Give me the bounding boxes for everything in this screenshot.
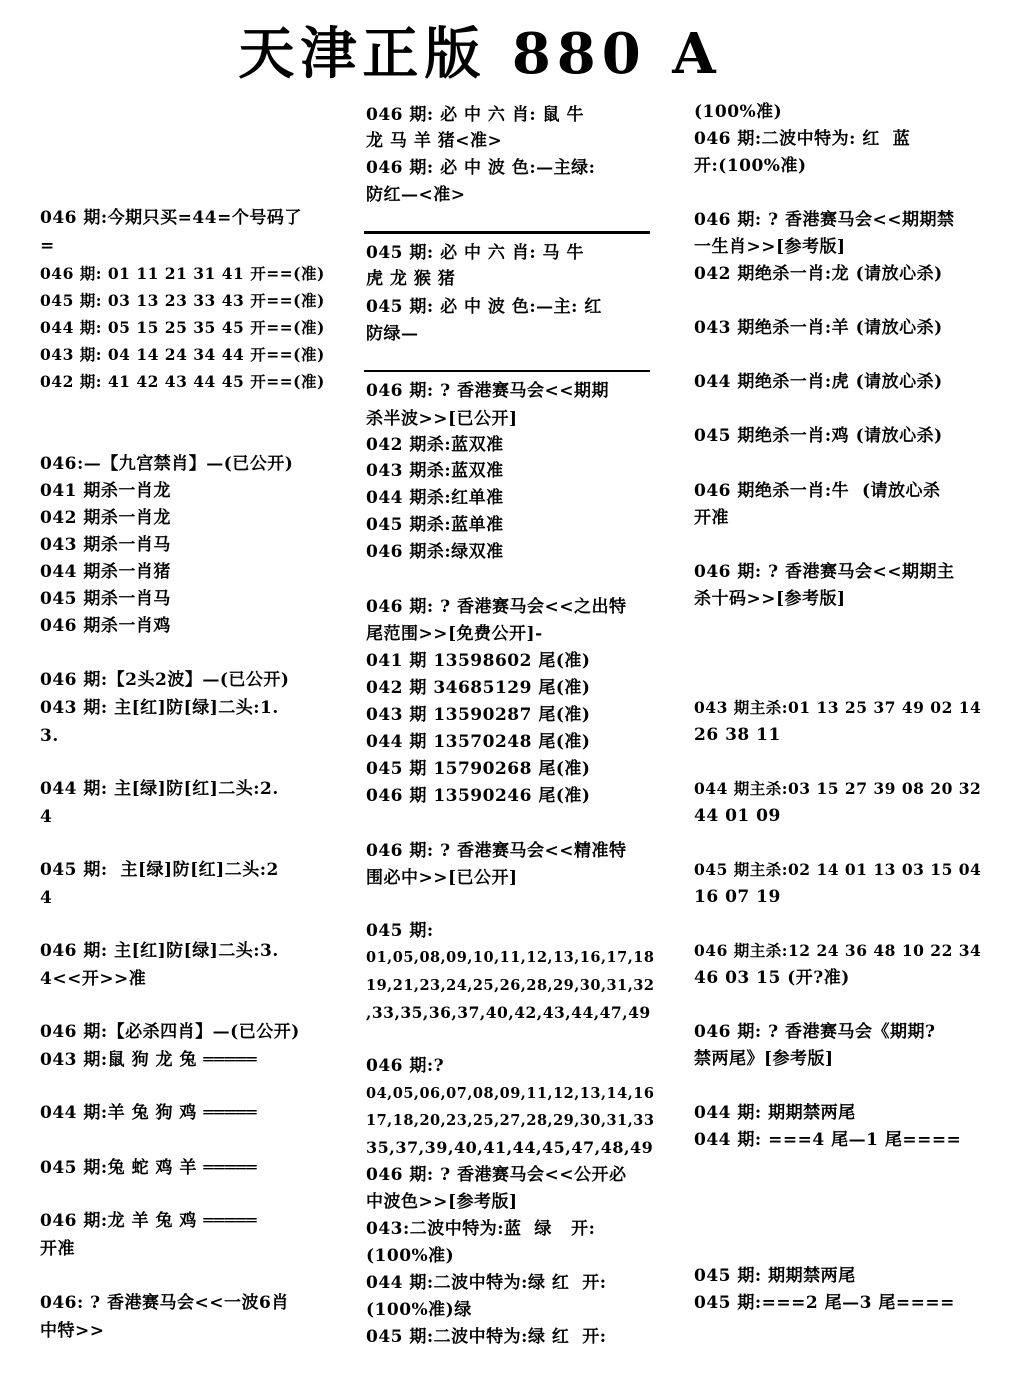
text-line: 26 38 11: [694, 725, 781, 745]
text-line: 045 期:: [366, 921, 434, 941]
text-line: 044 期:二波中特为:绿 红 开:: [366, 1273, 607, 1293]
text-line: 虎 龙 猴 猪: [366, 269, 456, 289]
text-line: 开准: [694, 508, 729, 528]
text-line: 045 期:兔 蛇 鸡 羊 ═════: [40, 1158, 258, 1178]
text-line: 042 期杀:蓝双准: [366, 435, 504, 455]
text-line: 041 期杀一肖龙: [40, 481, 171, 501]
text-line: 043 期主杀:01 13 25 37 49 02 14: [694, 698, 982, 717]
text-line: 044 期:羊 兔 狗 鸡 ═════: [40, 1103, 258, 1123]
text-line: =: [40, 236, 55, 256]
text-line: 046 期:二波中特为: 红 蓝: [694, 129, 911, 149]
text-line: 045 期:二波中特为:绿 红 开:: [366, 1327, 607, 1347]
text-line: 045 期: 主[绿]防[红]二头:2: [40, 860, 279, 880]
text-line: 044 期主杀:03 15 27 39 08 20 32: [694, 779, 982, 798]
text-line: 防红—<准>: [366, 185, 466, 205]
text-line: 044 期杀一肖猪: [40, 562, 171, 582]
text-line: 杀十码>>[参考版]: [694, 589, 846, 609]
text-line: 龙 马 羊 猪<准>: [366, 131, 503, 151]
text-line: 044 期绝杀一肖:虎 (请放心杀): [694, 372, 943, 392]
text-line: 042 期杀一肖龙: [40, 508, 171, 528]
text-line: 044 期: 主[绿]防[红]二头:2.: [40, 779, 279, 799]
text-line: (100%准): [366, 1246, 455, 1266]
text-line: (100%准)绿: [366, 1300, 472, 1320]
text-line: 19,21,23,24,25,26,28,29,30,31,32: [366, 977, 655, 994]
text-line: 17,18,20,23,25,27,28,29,30,31,33: [366, 1112, 655, 1129]
text-line: 46 03 15 (开?准): [694, 968, 850, 988]
text-line: (100%准): [694, 102, 783, 122]
text-line: 禁两尾》[参考版]: [694, 1049, 834, 1069]
text-line: 045 期杀一肖马: [40, 589, 171, 609]
text-line: 046 期: ? 香港赛马会<<精准特: [366, 841, 627, 861]
text-line: 01,05,08,09,10,11,12,13,16,17,18: [366, 949, 655, 966]
text-line: 043 期杀:蓝双准: [366, 461, 504, 481]
text-line: 35,37,39,40,41,44,45,47,48,49: [366, 1138, 654, 1157]
text-line: 4<<开>>准: [40, 969, 147, 989]
text-line: 中波色>>[参考版]: [366, 1192, 518, 1212]
text-line: 046 期主杀:12 24 36 48 10 22 34: [694, 941, 982, 960]
text-line: 044 期: ===4 尾—1 尾====: [694, 1130, 962, 1150]
text-line: 046 期: 必 中 六 肖: 鼠 牛: [366, 105, 584, 125]
text-line: 045 期: 必 中 波 色:—主: 红: [366, 297, 602, 317]
text-line: 中特>>: [40, 1321, 105, 1341]
text-line: ,33,35,36,37,40,42,43,44,47,49: [366, 1003, 651, 1022]
text-line: 046 期:今期只买=44=个号码了: [40, 208, 302, 228]
text-line: 046 期: ? 香港赛马会《期期?: [694, 1022, 936, 1042]
text-line: 046 期: ? 香港赛马会<<期期: [366, 381, 609, 401]
text-line: 045 期 15790268 尾(准): [366, 759, 591, 779]
text-line: 043 期绝杀一肖:羊 (请放心杀): [694, 318, 943, 338]
text-line: 041 期 13598602 尾(准): [366, 651, 591, 671]
text-line: 3.: [40, 726, 59, 746]
text-line: 046 期绝杀一肖:牛 (请放心杀: [694, 481, 941, 501]
divider: [364, 231, 650, 234]
text-line: 046 期: 主[红]防[绿]二头:3.: [40, 941, 279, 961]
text-line: 043:二波中特为:蓝 绿 开:: [366, 1219, 596, 1239]
text-line: 046 期: ? 香港赛马会<<公开必: [366, 1165, 627, 1185]
text-line: 045 期: 期期禁两尾: [694, 1266, 856, 1286]
text-line: 046 期 13590246 尾(准): [366, 786, 591, 806]
text-line: 046: ? 香港赛马会<<一波6肖: [40, 1293, 289, 1313]
text-line: 046 期杀:绿双准: [366, 542, 504, 562]
text-line: 防绿—: [366, 324, 419, 344]
text-line: 开:(100%准): [694, 156, 807, 176]
text-line: 046 期: 01 11 21 31 41 开==(准): [40, 264, 325, 283]
text-line: 046 期杀一肖鸡: [40, 616, 171, 636]
text-line: 一生肖>>[参考版]: [694, 237, 846, 257]
text-line: 046 期: ? 香港赛马会<<期期主: [694, 562, 955, 582]
text-line: 042 期绝杀一肖:龙 (请放心杀): [694, 264, 943, 284]
text-line: 046 期:龙 羊 兔 鸡 ═════: [40, 1211, 258, 1231]
divider: [364, 370, 650, 372]
text-line: 046 期:?: [366, 1056, 445, 1076]
text-line: 046 期:【必杀四肖】—(已公开): [40, 1022, 300, 1042]
text-line: 044 期: 05 15 25 35 45 开==(准): [40, 318, 325, 337]
text-line: 046 期: ? 香港赛马会<<期期禁: [694, 210, 955, 230]
text-line: 045 期:===2 尾—3 尾====: [694, 1293, 955, 1313]
text-line: 4: [40, 807, 53, 827]
page-title: 天津正版 880 A: [238, 21, 722, 87]
text-line: 045 期: 03 13 23 33 43 开==(准): [40, 291, 325, 310]
text-line: 04,05,06,07,08,09,11,12,13,14,16: [366, 1085, 655, 1102]
text-line: 16 07 19: [694, 887, 781, 907]
text-line: 044 期: 期期禁两尾: [694, 1103, 856, 1123]
text-line: 046 期: 必 中 波 色:—主绿:: [366, 158, 596, 178]
text-line: 杀半波>>[已公开]: [366, 409, 518, 429]
text-line: 4: [40, 888, 53, 908]
text-line: 开准: [40, 1239, 75, 1259]
text-line: 046 期: ? 香港赛马会<<之出特: [366, 597, 627, 617]
text-line: 尾范围>>[免费公开]-: [366, 624, 543, 644]
text-line: 044 期杀:红单准: [366, 488, 504, 508]
text-line: 045 期绝杀一肖:鸡 (请放心杀): [694, 426, 943, 446]
text-line: 042 期 34685129 尾(准): [366, 678, 591, 698]
text-line: 044 期 13570248 尾(准): [366, 732, 591, 752]
text-line: 043 期杀一肖马: [40, 535, 171, 555]
text-line: 046 期:【2头2波】—(已公开): [40, 670, 290, 690]
text-line: 043 期: 主[红]防[绿]二头:1.: [40, 698, 279, 718]
text-line: 043 期 13590287 尾(准): [366, 705, 591, 725]
text-line: 043 期:鼠 狗 龙 兔 ═════: [40, 1050, 258, 1070]
text-line: 围必中>>[已公开]: [366, 868, 518, 888]
text-line: 042 期: 41 42 43 44 45 开==(准): [40, 372, 325, 391]
text-line: 045 期杀:蓝单准: [366, 515, 504, 535]
text-line: 44 01 09: [694, 806, 781, 826]
text-line: 046:—【九宫禁肖】—(已公开): [40, 454, 294, 474]
text-line: 045 期主杀:02 14 01 13 03 15 04: [694, 860, 982, 879]
text-line: 043 期: 04 14 24 34 44 开==(准): [40, 345, 325, 364]
text-line: 045 期: 必 中 六 肖: 马 牛: [366, 243, 584, 263]
